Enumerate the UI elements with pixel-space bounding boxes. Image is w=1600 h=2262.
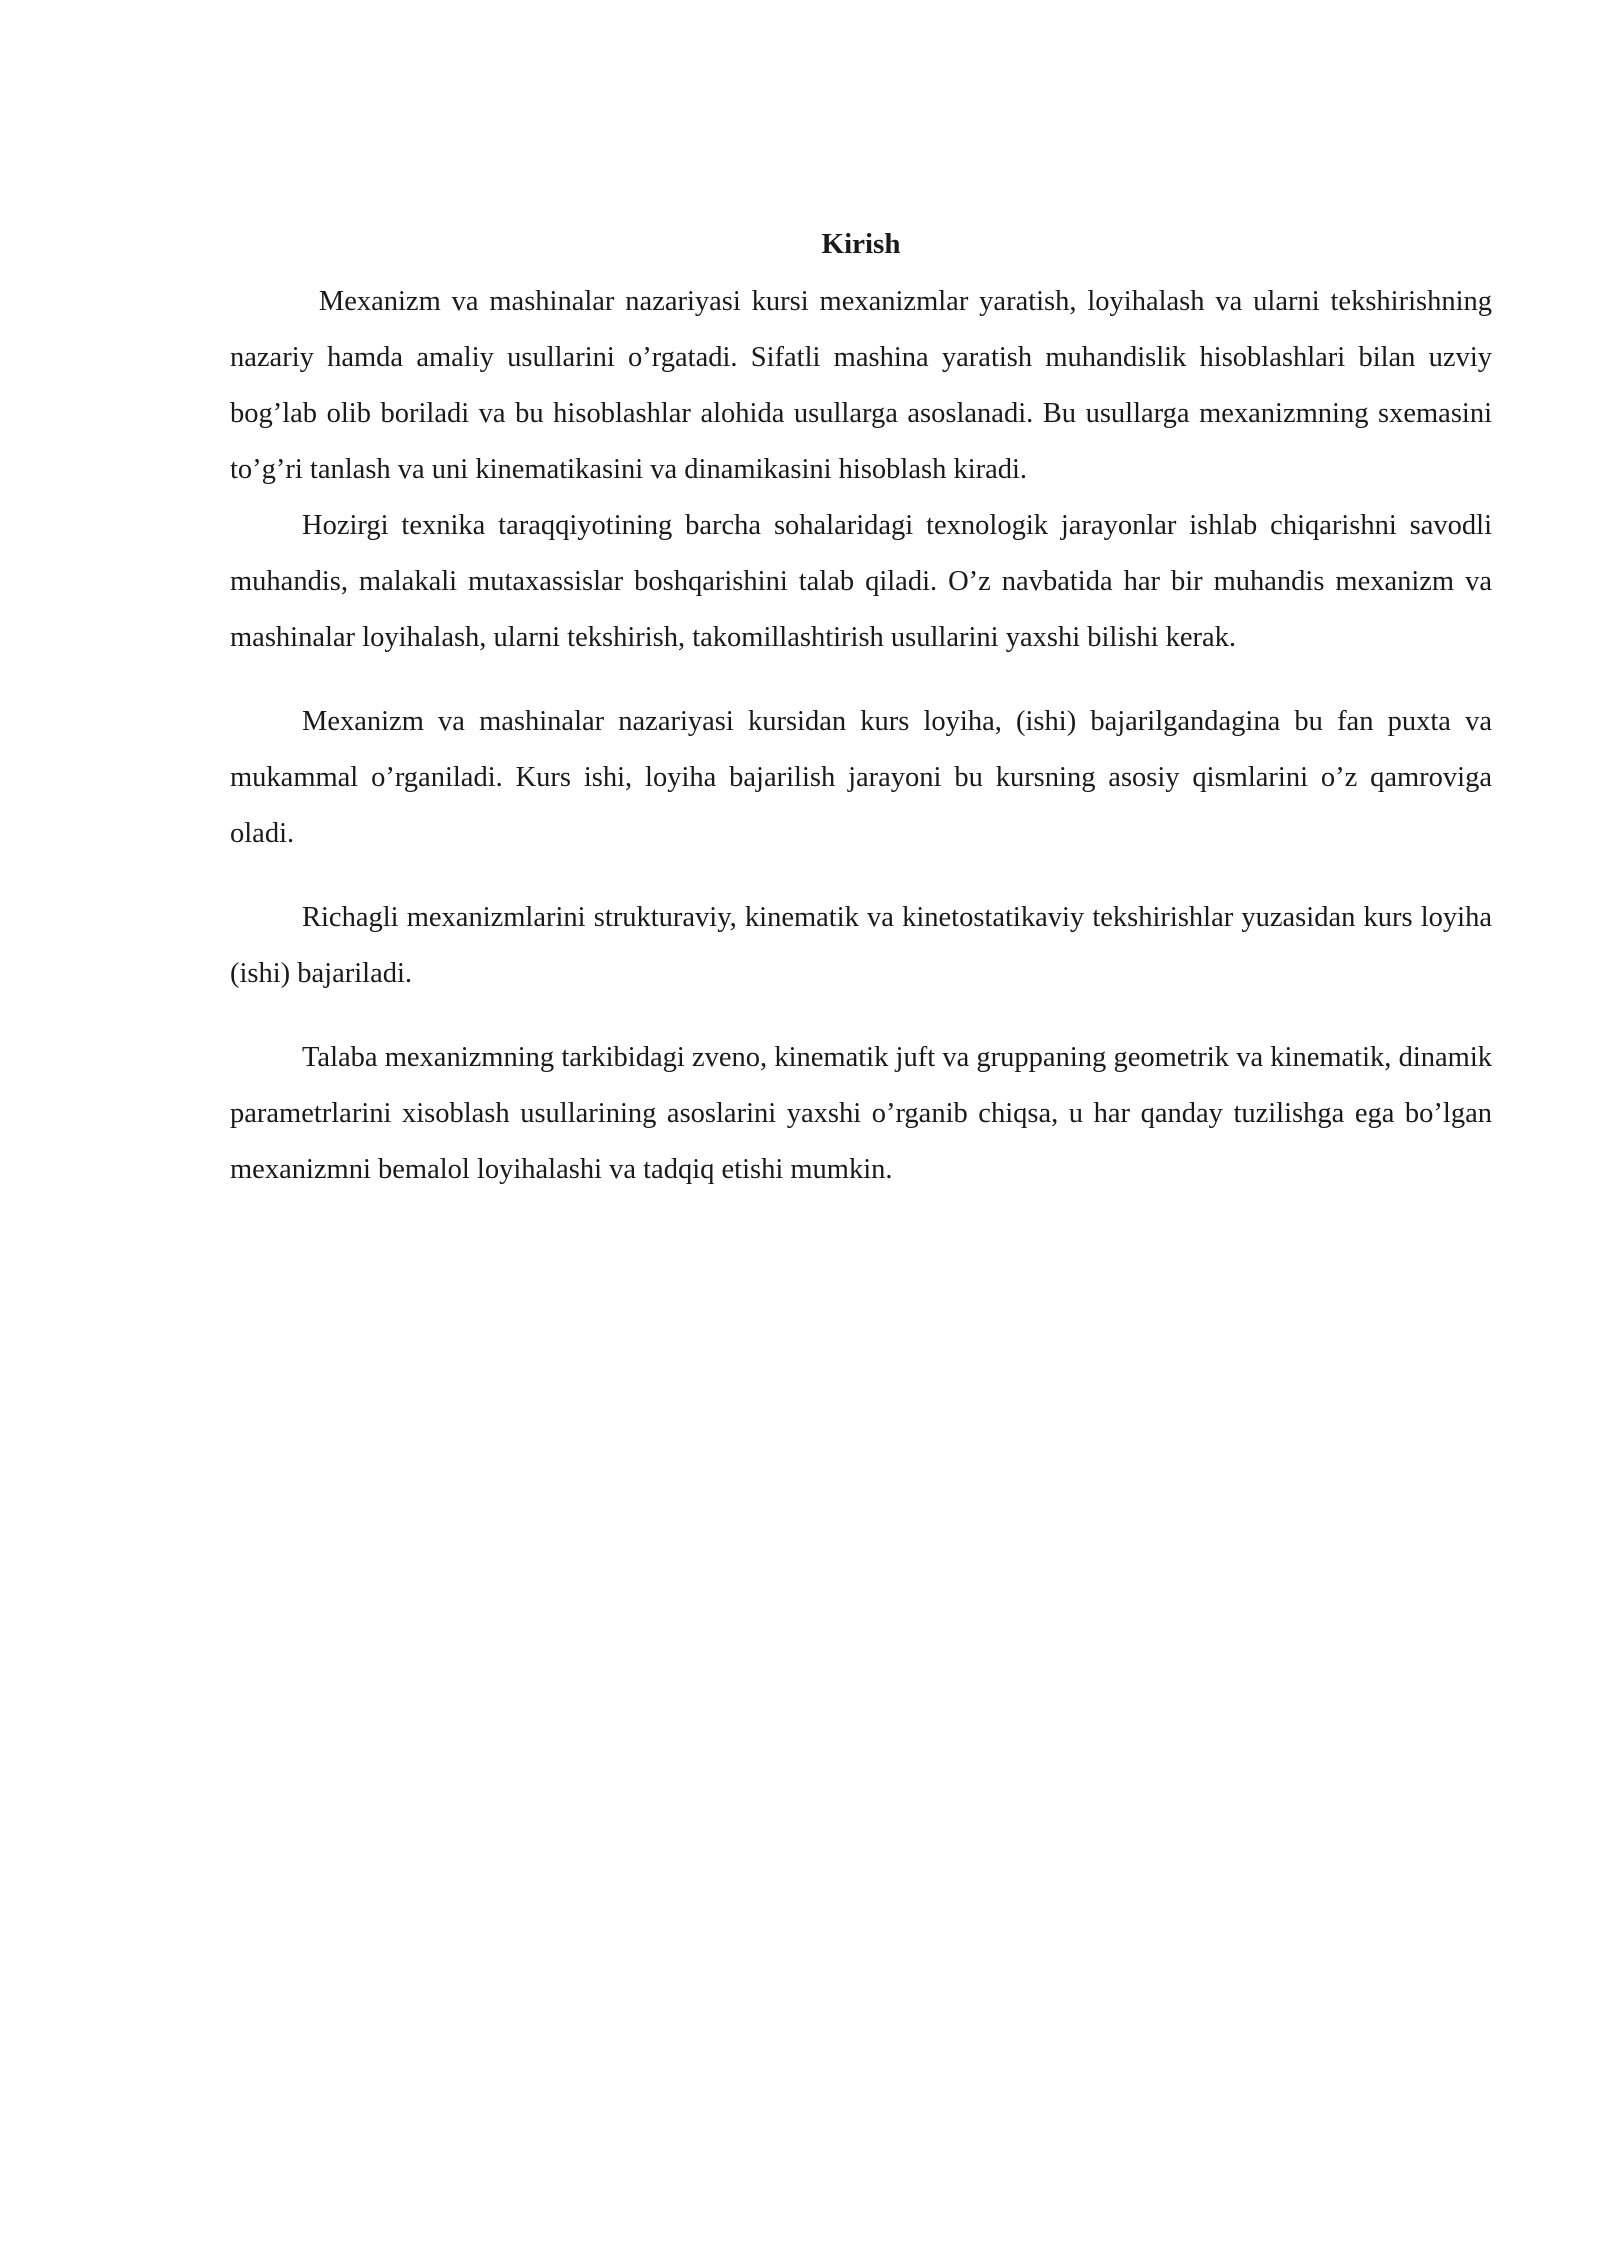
paragraph-3: Mexanizm va mashinalar nazariyasi kursidan kurs loyiha, (ishi) bajarilgandagina bu fan puxta va mukammal o’rganiladi. Kurs ishi, loyiha bajarilish jarayoni bu kursning asosiy qismlarini o’z qamroviga oladi. xyxy=(230,706,1492,849)
paragraph-1: Mexanizm va mashinalar nazariyasi kursi mexanizmlar yaratish, loyihalash va ularni tekshirishning nazariy hamda amaliy usullarini o’rgatadi. Sifatli mashina yaratish muhandislik hisoblashlari bilan uzviy bog’lab olib boriladi va bu hisoblashlar alohida usullarga asoslanadi. Bu usullarga mexanizmning sxemasini to’g’ri tanlash va uni kinematikasini va dinamikasini hisoblash kiradi. xyxy=(230,286,1500,485)
paragraph-2: Hozirgi texnika taraqqiyotining barcha sohalaridagi texnologik jarayonlar ishlab chiqarishni savodli muhandis, malakali mutaxassislar boshqarishini talab qiladi. O’z navbatida har bir muhandis mexanizm va mashinalar loyihalash, ularni tekshirish, takomillashtirish usullarini yaxshi bilishi kerak. xyxy=(230,510,1492,653)
paragraph-5: Talaba mexanizmning tarkibidagi zveno, kinematik juft va gruppaning geometrik va kinematik, dinamik parametrlarini xisoblash usullarining asoslarini yaxshi o’rganib chiqsa, u har qanday tuzilishga ega bo’lgan mexanizmni bemalol loyihalashi va tadqiq etishi mumkin. xyxy=(230,1042,1492,1185)
document-page xyxy=(230,216,1500,1198)
document-title: Kirish xyxy=(821,228,901,260)
paragraph-4: Richagli mexanizmlarini strukturaviy, kinematik va kinetostatikaviy tekshirishlar yuzasidan kurs loyiha (ishi) bajariladi. xyxy=(230,902,1492,989)
